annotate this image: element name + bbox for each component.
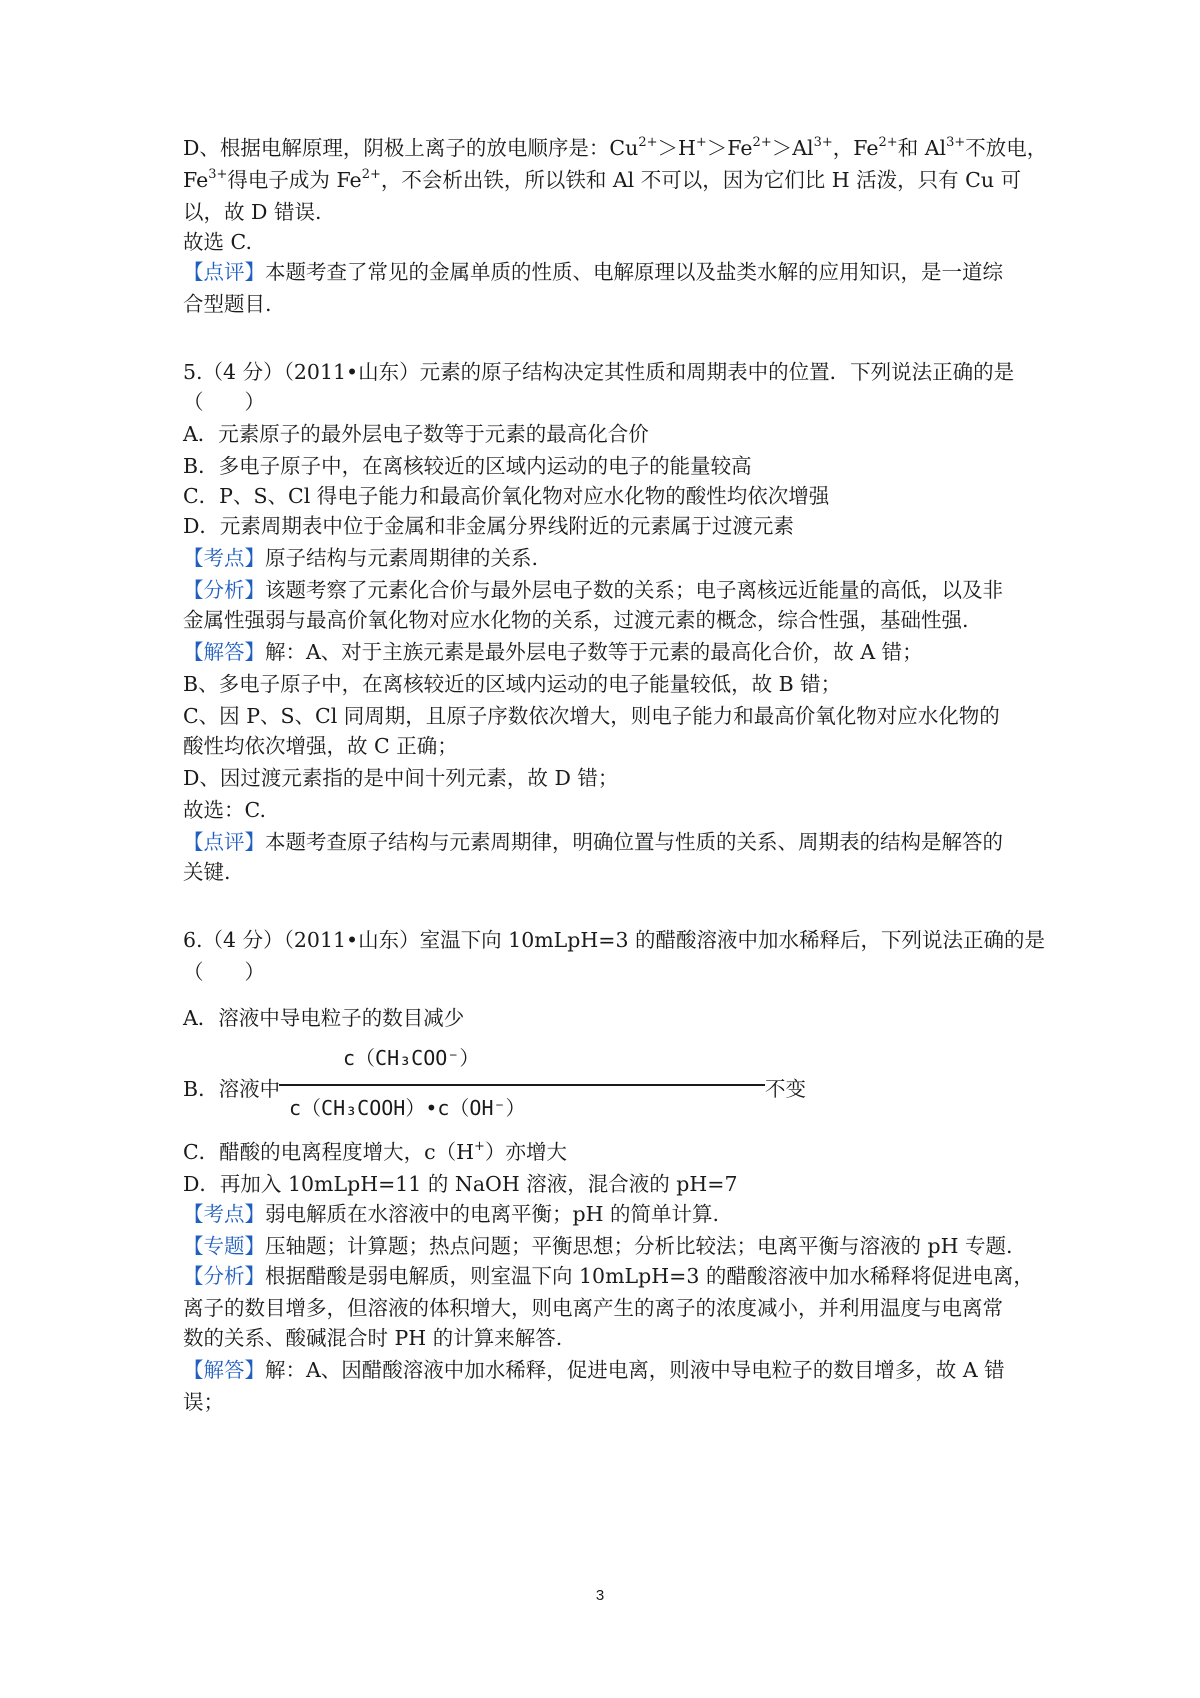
fraction-bar xyxy=(279,1084,765,1086)
q6-jieda-line1: 【解答】解：A、因醋酸溶液中加水稀释，促进电离，则液中导电粒子的数目增多，故 A 错 xyxy=(183,1358,1005,1382)
q6-option-c: C．醋酸的电离程度增大，c（H+）亦增大 xyxy=(183,1139,567,1164)
q4-option-d-line2: $Fe^{3+}$得电子成为 $Fe^{2+}$，不会析出铁，所以铁和 Al 不可以，因为它们比 H 活泼，只有 Cu 可 xyxy=(183,167,1022,192)
q5-jieda-line3: C、因 P、S、Cl 同周期，且原子序数依次增大，则电子能力和最高价氧化物对应水化物的 xyxy=(183,704,1000,728)
q6-option-b-lead: B．溶液中 xyxy=(183,1077,281,1101)
fraction-denominator: c（CH₃COOH）•c（OH⁻） xyxy=(289,1096,526,1120)
q6-stem-line1: 6.（4 分）（2011•山东）室温下向 10mLpH=3 的醋酸溶液中加水稀释后，下列说法正确的是 xyxy=(183,928,1046,952)
q5-fenxi-line2: 金属性强弱与最高价氧化物对应水化物的关系，过渡元素的概念，综合性强，基础性强. xyxy=(183,608,969,632)
q4-answer: 故选 C. xyxy=(183,230,252,254)
q6-kaodian: 【考点】弱电解质在水溶液中的电离平衡；pH 的简单计算. xyxy=(183,1202,720,1226)
q6-option-b xyxy=(183,1042,883,1132)
q5-jieda-line4: 酸性均依次增强，故 C 正确； xyxy=(183,734,458,758)
q5-jieda-line5: D、因过渡元素指的是中间十列元素，故 D 错； xyxy=(183,766,619,790)
q4-option-d-line3: 以，故 D 错误. xyxy=(183,200,322,224)
q5-comment-line2: 关键. xyxy=(183,860,231,884)
q6-fenxi-line2: 离子的数目增多，但溶液的体积增大，则电离产生的离子的浓度减小，并利用温度与电离常 xyxy=(183,1296,1003,1320)
fenxi-tag: 【分析】 xyxy=(183,1264,265,1288)
kaodian-tag: 【考点】 xyxy=(183,1202,265,1226)
jieda-tag: 【解答】 xyxy=(183,640,265,664)
q5-fenxi-line1: 【分析】该题考察了元素化合价与最外层电子数的关系；电子离核远近能量的高低，以及非 xyxy=(183,578,1003,602)
zhuanti-tag: 【专题】 xyxy=(183,1234,265,1258)
q5-option-a: A．元素原子的最外层电子数等于元素的最高化合价 xyxy=(183,422,649,446)
q6-option-d: D．再加入 10mLpH=11 的 NaOH 溶液，混合液的 pH=7 xyxy=(183,1172,738,1196)
q5-stem-line1: 5.（4 分）（2011•山东）元素的原子结构决定其性质和周期表中的位置．下列说法正确的是 xyxy=(183,360,1015,384)
q6-fenxi-line3: 数的关系、酸碱混合时 PH 的计算来解答. xyxy=(183,1326,563,1350)
q5-kaodian: 【考点】原子结构与元素周期律的关系. xyxy=(183,546,539,570)
q4-option-d-line1: D、根据电解原理，阴极上离子的放电顺序是：$Cu^{2+}>H^+>Fe^{2+}>Al^{3+}$，$Fe^{2+}$和 $Al^{3+}$不放电， xyxy=(183,135,1048,160)
q4-comment-line2: 合型题目. xyxy=(183,292,272,316)
q5-jieda-line2: B、多电子原子中，在离核较近的区域内运动的电子能量较低，故 B 错； xyxy=(183,672,842,696)
q6-jieda-line2: 误； xyxy=(183,1390,224,1414)
kaodian-tag: 【考点】 xyxy=(183,546,265,570)
q5-stem-line2: （ ） xyxy=(183,390,265,414)
q5-option-b: B．多电子原子中，在离核较近的区域内运动的电子的能量较高 xyxy=(183,454,752,478)
q5-option-d: D．元素周期表中位于金属和非金属分界线附近的元素属于过渡元素 xyxy=(183,514,794,538)
fraction-numerator: c（CH₃COO⁻） xyxy=(343,1046,480,1070)
fenxi-tag: 【分析】 xyxy=(183,578,265,602)
q6-zhuanti: 【专题】压轴题；计算题；热点问题；平衡思想；分析比较法；电离平衡与溶液的 pH 专题. xyxy=(183,1234,1013,1258)
q6-stem-line2: （ ） xyxy=(183,960,265,984)
page-number: 3 xyxy=(595,1587,605,1604)
q5-answer: 故选：C. xyxy=(183,798,266,822)
q6-option-b-tail: 不变 xyxy=(765,1077,806,1101)
q5-option-c: C．P、S、Cl 得电子能力和最高价氧化物对应水化物的酸性均依次增强 xyxy=(183,484,830,508)
q6-fenxi-line1: 【分析】根据醋酸是弱电解质，则室温下向 10mLpH=3 的醋酸溶液中加水稀释将促进电离， xyxy=(183,1264,1034,1288)
q5-comment-line1: 【点评】本题考查原子结构与元素周期律，明确位置与性质的关系、周期表的结构是解答的 xyxy=(183,830,1003,854)
jieda-tag: 【解答】 xyxy=(183,1358,265,1382)
q6-option-a: A．溶液中导电粒子的数目减少 xyxy=(183,1006,465,1030)
comment-tag: 【点评】 xyxy=(183,260,265,284)
q5-jieda-line1: 【解答】解：A、对于主族元素是最外层电子数等于元素的最高化合价，故 A 错； xyxy=(183,640,923,664)
comment-tag: 【点评】 xyxy=(183,830,265,854)
q4-comment-line1: 【点评】本题考查了常见的金属单质的性质、电解原理以及盐类水解的应用知识，是一道综 xyxy=(183,260,1003,284)
